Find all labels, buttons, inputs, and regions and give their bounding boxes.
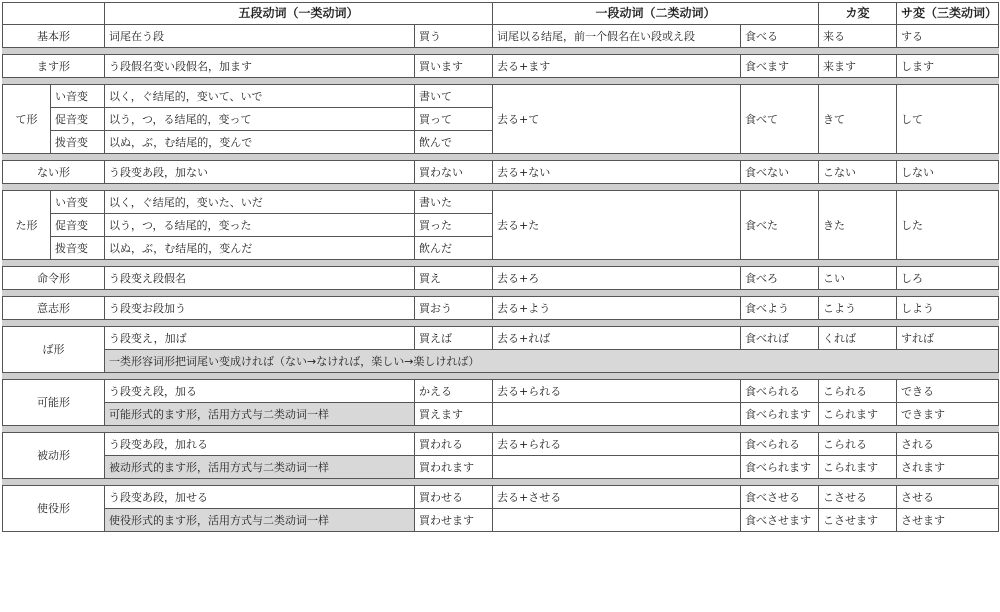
separator-cell [3, 78, 999, 85]
godan-rule: 以ぬ，ぶ，む结尾的，变んだ [105, 237, 415, 260]
godan-rule: う段变あ段，加せる [105, 486, 415, 509]
sound-change-type: い音变 [51, 191, 105, 214]
godan-rule: 以く，ぐ结尾的，变いて、いで [105, 85, 415, 108]
adjective-ba-note: 一类形容词形把词尾い变成ければ（ない→なければ，楽しい→楽しければ） [105, 350, 999, 373]
ichidan-example: 食べます [741, 55, 819, 78]
form-label: 基本形 [3, 25, 105, 48]
ichidan-example: 食べる [741, 25, 819, 48]
separator-cell [3, 184, 999, 191]
godan-masu-example: 買わせます [415, 509, 493, 532]
separator-cell [3, 373, 999, 380]
ichidan-rule: 去る+ます [493, 55, 741, 78]
sa-example: した [897, 191, 999, 260]
ichidan-masu-rule [493, 456, 741, 479]
ichidan-rule: 去る+ろ [493, 267, 741, 290]
godan-example: 買われる [415, 433, 493, 456]
ichidan-rule: 去る+て [493, 85, 741, 154]
form-label: て形 [3, 85, 51, 154]
godan-example: 買えば [415, 327, 493, 350]
header-godan: 五段动词（一类动词） [105, 3, 493, 25]
ichidan-example: 食べた [741, 191, 819, 260]
row-te-1 [3, 85, 999, 108]
separator-cell [3, 290, 999, 297]
ichidan-example: 食べよう [741, 297, 819, 320]
ka-example: こい [819, 267, 897, 290]
row-ukemi-1 [3, 433, 999, 456]
row-ba-1 [3, 327, 999, 350]
godan-rule: 以ぬ，ぶ，む结尾的，变んで [105, 131, 415, 154]
godan-rule: う段变あ段，加れる [105, 433, 415, 456]
row-ishi [3, 297, 999, 320]
ichidan-masu-example: 食べられます [741, 403, 819, 426]
row-separator [3, 48, 999, 55]
godan-rule: 以く，ぐ结尾的，变いた、いだ [105, 191, 415, 214]
godan-masu-note: 使役形式的ます形，活用方式与二类动词一样 [105, 509, 415, 532]
godan-example: 買った [415, 214, 493, 237]
ka-example: こさせる [819, 486, 897, 509]
row-nai [3, 161, 999, 184]
ichidan-rule: 词尾以る结尾，前一个假名在い段或え段 [493, 25, 741, 48]
sa-example: しろ [897, 267, 999, 290]
ka-example: 来る [819, 25, 897, 48]
form-label: 可能形 [3, 380, 105, 426]
form-label: ない形 [3, 161, 105, 184]
header-corner [3, 3, 105, 25]
ichidan-rule: 去る+られる [493, 433, 741, 456]
godan-example: 書いて [415, 85, 493, 108]
godan-example: 買おう [415, 297, 493, 320]
ichidan-rule: 去る+よう [493, 297, 741, 320]
godan-example: 買え [415, 267, 493, 290]
row-shieki-2 [3, 509, 999, 532]
ka-example: きて [819, 85, 897, 154]
godan-example: かえる [415, 380, 493, 403]
sound-change-type: 促音变 [51, 108, 105, 131]
godan-rule: う段变え段假名 [105, 267, 415, 290]
ka-masu-example: こさせます [819, 509, 897, 532]
godan-rule: 以う，つ，る结尾的，变って [105, 108, 415, 131]
godan-example: 飲んで [415, 131, 493, 154]
row-separator [3, 184, 999, 191]
form-label: た形 [3, 191, 51, 260]
ka-example: こよう [819, 297, 897, 320]
ichidan-masu-example: 食べさせます [741, 509, 819, 532]
sa-example: できる [897, 380, 999, 403]
row-separator [3, 260, 999, 267]
row-separator [3, 373, 999, 380]
sa-example: させる [897, 486, 999, 509]
godan-example: 書いた [415, 191, 493, 214]
ka-example: きた [819, 191, 897, 260]
sa-masu-example: させます [897, 509, 999, 532]
row-shieki-1 [3, 486, 999, 509]
row-masu [3, 55, 999, 78]
godan-example: 買わせる [415, 486, 493, 509]
ichidan-rule: 去る+ない [493, 161, 741, 184]
sa-example: する [897, 25, 999, 48]
ka-masu-example: こられます [819, 456, 897, 479]
separator-cell [3, 426, 999, 433]
ka-example: 来ます [819, 55, 897, 78]
godan-masu-note: 被动形式的ます形，活用方式与二类动词一样 [105, 456, 415, 479]
separator-cell [3, 320, 999, 327]
ichidan-masu-rule [493, 403, 741, 426]
row-separator [3, 320, 999, 327]
sa-example: しよう [897, 297, 999, 320]
ka-example: こられる [819, 433, 897, 456]
ichidan-masu-rule [493, 509, 741, 532]
row-ta-1 [3, 191, 999, 214]
godan-masu-example: 買えます [415, 403, 493, 426]
form-label: 被动形 [3, 433, 105, 479]
ichidan-example: 食べさせる [741, 486, 819, 509]
form-label: 意志形 [3, 297, 105, 320]
godan-example: 買います [415, 55, 493, 78]
sa-example: して [897, 85, 999, 154]
form-label: ば形 [3, 327, 105, 373]
separator-cell [3, 260, 999, 267]
row-separator [3, 290, 999, 297]
sa-example: すれば [897, 327, 999, 350]
godan-rule: う段变あ段，加ない [105, 161, 415, 184]
sa-example: される [897, 433, 999, 456]
ichidan-rule: 去る+れば [493, 327, 741, 350]
godan-example: 買わない [415, 161, 493, 184]
row-kihon [3, 25, 999, 48]
row-kanou-2 [3, 403, 999, 426]
separator-cell [3, 48, 999, 55]
ichidan-example: 食べろ [741, 267, 819, 290]
sa-masu-example: できます [897, 403, 999, 426]
sound-change-type: い音变 [51, 85, 105, 108]
verb-conjugation-table [2, 2, 999, 532]
row-separator [3, 78, 999, 85]
sa-masu-example: されます [897, 456, 999, 479]
godan-example: 買って [415, 108, 493, 131]
row-separator [3, 154, 999, 161]
godan-rule: う段假名变い段假名，加ます [105, 55, 415, 78]
ichidan-example: 食べられる [741, 380, 819, 403]
godan-example: 飲んだ [415, 237, 493, 260]
sa-example: しない [897, 161, 999, 184]
ichidan-example: 食べられる [741, 433, 819, 456]
header-row [3, 3, 999, 25]
header-ichidan: 一段动词（二类动词） [493, 3, 819, 25]
separator-cell [3, 479, 999, 486]
ka-example: こない [819, 161, 897, 184]
godan-masu-note: 可能形式的ます形，活用方式与二类动词一样 [105, 403, 415, 426]
header-sa: サ変（三类动词） [897, 3, 999, 25]
ichidan-masu-example: 食べられます [741, 456, 819, 479]
row-separator [3, 479, 999, 486]
godan-rule: う段变え，加ば [105, 327, 415, 350]
godan-rule: う段变え段，加る [105, 380, 415, 403]
godan-example: 買う [415, 25, 493, 48]
godan-rule: 词尾在う段 [105, 25, 415, 48]
godan-rule: 以う，つ，る结尾的，变った [105, 214, 415, 237]
row-kanou-1 [3, 380, 999, 403]
sa-example: します [897, 55, 999, 78]
ka-masu-example: こられます [819, 403, 897, 426]
form-label: 使役形 [3, 486, 105, 532]
row-separator [3, 426, 999, 433]
header-ka: カ変 [819, 3, 897, 25]
sound-change-type: 拨音变 [51, 131, 105, 154]
sound-change-type: 拨音变 [51, 237, 105, 260]
ka-example: くれば [819, 327, 897, 350]
row-ba-2 [3, 350, 999, 373]
conjugation-table-wrapper [2, 2, 998, 532]
ichidan-rule: 去る+させる [493, 486, 741, 509]
row-ukemi-2 [3, 456, 999, 479]
separator-cell [3, 154, 999, 161]
row-meirei [3, 267, 999, 290]
ichidan-example: 食べない [741, 161, 819, 184]
ichidan-example: 食べれば [741, 327, 819, 350]
ichidan-rule: 去る+られる [493, 380, 741, 403]
ka-example: こられる [819, 380, 897, 403]
form-label: 命令形 [3, 267, 105, 290]
ichidan-rule: 去る+た [493, 191, 741, 260]
ichidan-example: 食べて [741, 85, 819, 154]
sound-change-type: 促音变 [51, 214, 105, 237]
godan-masu-example: 買われます [415, 456, 493, 479]
form-label: ます形 [3, 55, 105, 78]
godan-rule: う段变お段加う [105, 297, 415, 320]
